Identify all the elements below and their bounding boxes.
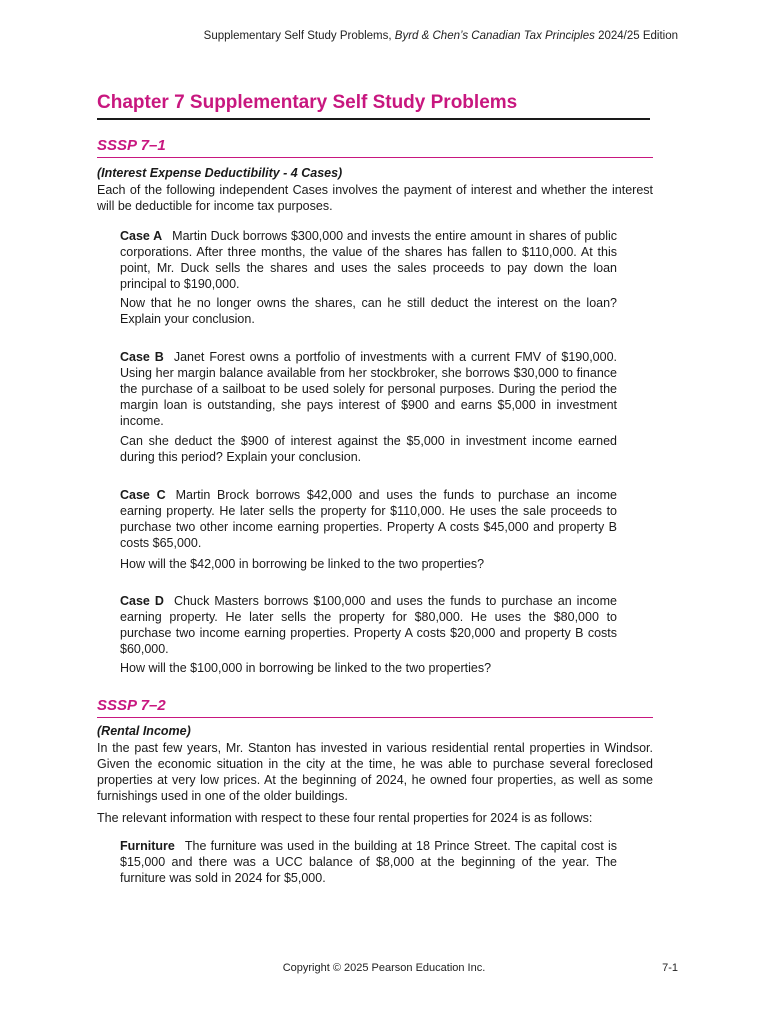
case-d-question: How will the $100,000 in borrowing be linked to the two properties? [120,661,492,675]
case-b-question: Can she deduct the $900 of interest against the $5,000 in investment income earned during this period? Explain your conclusion. [120,434,617,464]
section-intro-2: The relevant information with respect to these four rental properties for 2024 is as follows: [97,811,593,825]
case-a-label: Case A [120,229,163,243]
case-c-text: Case C Martin Brock borrows $42,000 and uses the funds to purchase an income earning property. He later sells the property for $110,000. He uses the sale proceeds to purchase two other income earning properties. Property A costs $45,000 and property B costs $65,000. [120,488,617,550]
case-b-text: Case B Janet Forest owns a portfolio of investments with a current FMV of $190,000. Using her margin balance available from her stockbroker, she borrows $30,000 to finance the purchase of a sailboat to be used solely for personal purposes. During the period the margin loan is outstanding, she pays interest of $900 and earns $5,000 in investment income. [120,350,617,428]
case-d-label: Case D [120,594,164,608]
furniture-text: Furniture The furniture was used in the building at 18 Prince Street. The capital cost is $15,000 and there was a UCC balance of $8,000 at the beginning of the year. The furniture was sold in 2024 for $5,000. [120,839,617,885]
case-c-question: How will the $42,000 in borrowing be linked to the two properties? [120,557,485,571]
section-intro: In the past few years, Mr. Stanton has invested in various residential rental properties in Windsor. Given the economic situation in the city at the time, he was able to purchase several foreclosed properties at very low prices. At the beginning of 2024, he owned four properties, as well as some furnishings used in one of the older buildings. [97,741,653,803]
page-number: 7-1 [662,962,678,974]
chapter-title: Chapter 7 Supplementary Self Study Problems [97,92,650,120]
running-header: Supplementary Self Study Problems, Byrd & Chen’s Canadian Tax Principles 2024/25 Edition [203,30,678,42]
section-title-sssp-7-2: SSSP 7–2 [97,697,653,718]
section-subtitle: (Interest Expense Deductibility - 4 Cases) [97,166,343,180]
footer-copyright: Copyright © 2025 Pearson Education Inc. [282,962,486,974]
case-c-label: Case C [120,488,166,502]
section-subtitle: (Rental Income) [97,724,191,738]
section-intro: Each of the following independent Cases involves the payment of interest and whether the interest will be deductible for income tax purposes. [97,183,653,213]
section-title-sssp-7-1: SSSP 7–1 [97,137,653,158]
furniture-label: Furniture [120,839,175,853]
case-a-text: Case A Martin Duck borrows $300,000 and invests the entire amount in shares of public corporations. After three months, the value of the shares has fallen to $110,000. At this point, Mr. Duck sells the shares and uses the sales proceeds to pay down the loan principal to $190,000. [120,229,617,291]
case-b-label: Case B [120,350,164,364]
case-a-question: Now that he no longer owns the shares, can he still deduct the interest on the loan? Explain your conclusion. [120,296,617,326]
case-d-text: Case D Chuck Masters borrows $100,000 and uses the funds to purchase an income earning property. He later sells the property for $80,000. He uses the $80,000 to purchase two income earning properties. Property A costs $20,000 and property B costs $60,000. [120,594,617,656]
